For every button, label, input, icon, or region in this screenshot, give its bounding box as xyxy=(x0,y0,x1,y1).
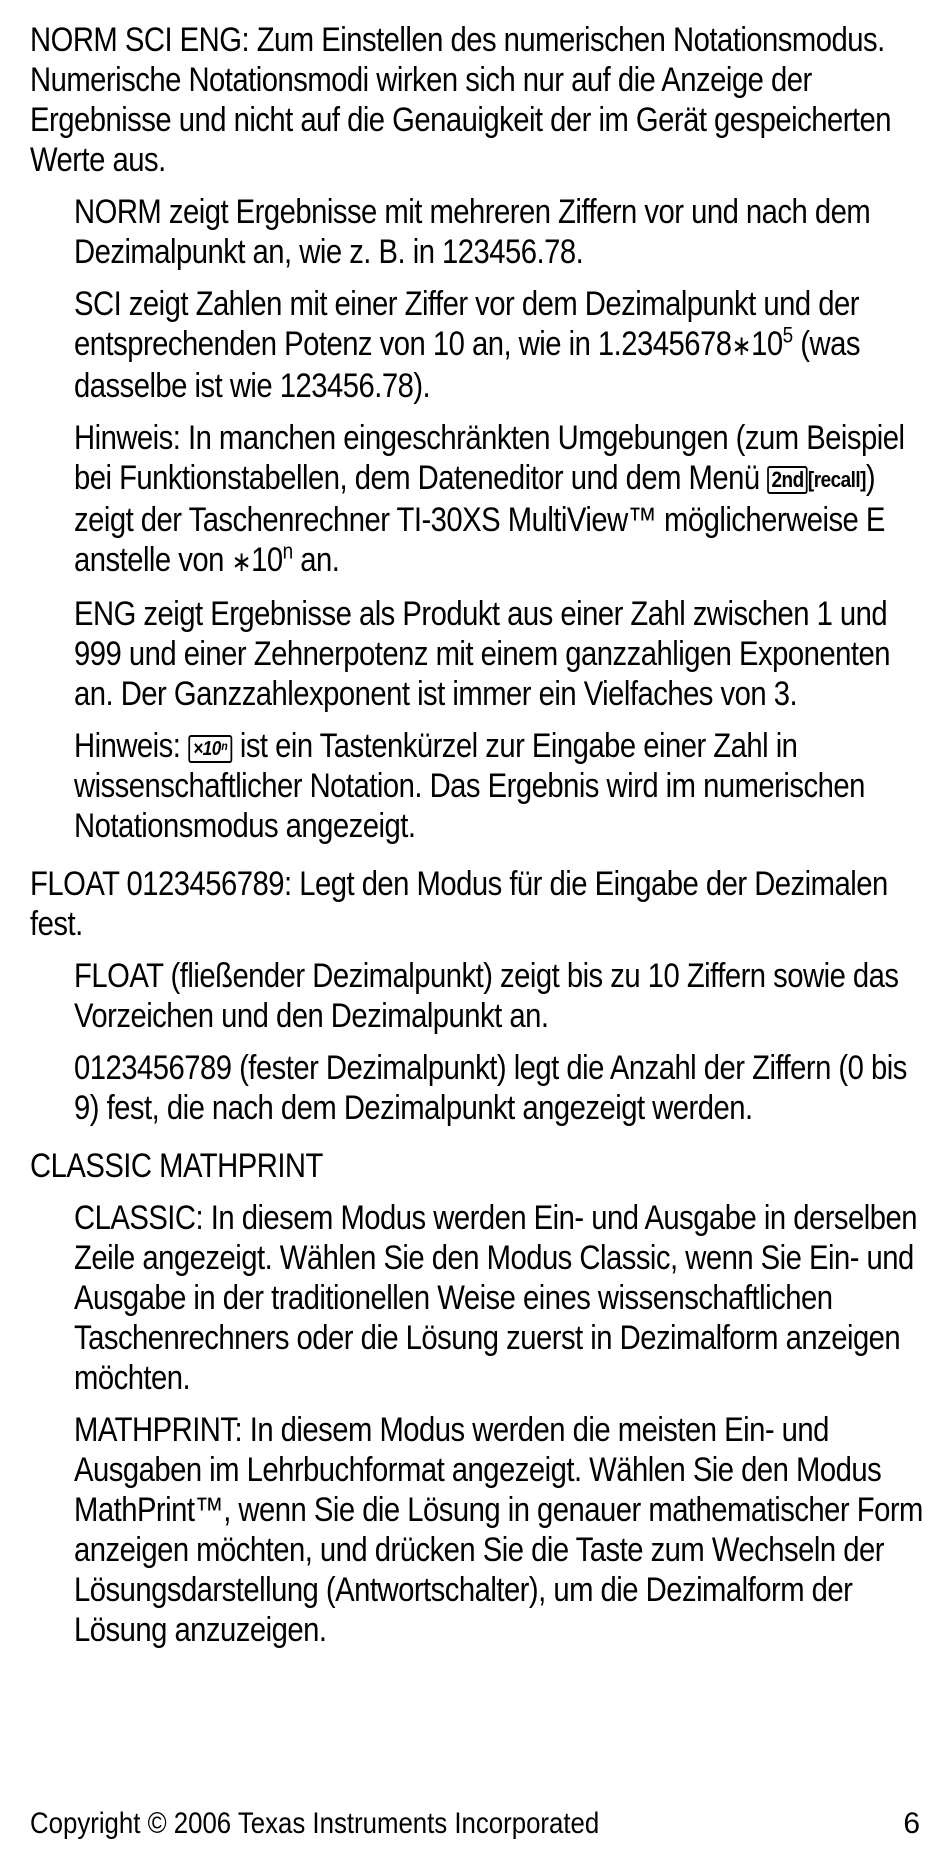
key-x10n-icon: ×10ⁿ xyxy=(188,735,232,763)
mathprint-description: MATHPRINT: In diesem Modus werden die meisten Ein- und Ausgaben im Lehrbuchformat angezeigt. Wählen Sie den Modus MathPrint™, wenn Sie die Lösung in genauer mathematischer Form anzeigen möchten, und drücken Sie die Taste zum Wechseln der Lösungsdarstellung (Antwortschalter), um die Dezimalform der Lösung anzuzeigen. xyxy=(74,1411,923,1649)
note1-text-b: ) zeigt der Taschenrechner TI-30XS MultiView™ möglicherweise E anstelle von xyxy=(74,459,885,579)
norm-sci-eng-heading: NORM SCI ENG: Zum Einstellen des numerischen Notationsmodus. Numerische Notationsmodi wirken sich nur auf die Anzeige der Ergebnisse und nicht auf die Genauigkeit der im Gerät gespeicherten Werte aus. xyxy=(30,21,892,179)
sci-base: 10 xyxy=(751,325,783,363)
page-footer xyxy=(30,1806,920,1842)
key-2nd-icon: 2nd xyxy=(767,466,808,494)
note1-base: 10 xyxy=(251,541,283,579)
fixed-description: 0123456789 (fester Dezimalpunkt) legt die Anzahl der Ziffern (0 bis 9) fest, die nach dem Dezimalpunkt angezeigt werden. xyxy=(74,1049,907,1127)
note-shortcut-key xyxy=(74,726,934,846)
key-recall-icon: [recall] xyxy=(807,467,866,492)
float-heading: FLOAT 0123456789: Legt den Modus für die Eingabe der Dezimalen fest. xyxy=(30,865,888,943)
sci-exponent: 5 xyxy=(782,322,793,348)
sci-text-b: (was dasselbe ist wie 123456.78). xyxy=(74,325,860,405)
classic-description: CLASSIC: In diesem Modus werden Ein- und Ausgabe in derselben Zeile angezeigt. Wählen Sie den Modus Classic, wenn Sie Ein- und Ausgabe in der traditionellen Weise eines wissenschaftlichen Taschenrechners oder die Lösung zuerst in Dezimalform anzeigen möchten. xyxy=(74,1199,917,1397)
note-restricted-environments xyxy=(74,418,934,582)
note1-exponent: n xyxy=(282,538,293,564)
multiply-star: ∗ xyxy=(231,546,252,577)
page-number: 6 xyxy=(903,1807,920,1840)
note2-text-a: Hinweis: xyxy=(74,727,188,765)
note2-text-b: ist ein Tastenkürzel zur Eingabe einer Zahl in wissenschaftlicher Notation. Das Ergebnis wird im numerischen Notationsmodus angezeigt. xyxy=(74,727,865,845)
sci-text-a: SCI zeigt Zahlen mit einer Ziffer vor dem Dezimalpunkt und der entsprechenden Potenz von 10 an, wie in 1.2345678 xyxy=(74,285,859,363)
norm-description: NORM zeigt Ergebnisse mit mehreren Ziffern vor und nach dem Dezimalpunkt an, wie z. B. in 123456.78. xyxy=(74,193,871,271)
float-description: FLOAT (fließender Dezimalpunkt) zeigt bis zu 10 Ziffern sowie das Vorzeichen und den Dezimalpunkt an. xyxy=(74,957,899,1035)
manual-page xyxy=(30,20,923,1650)
classic-mathprint-heading: CLASSIC MATHPRINT xyxy=(30,1147,323,1185)
copyright-text: Copyright © 2006 Texas Instruments Incorporated xyxy=(30,1807,600,1840)
multiply-star: ∗ xyxy=(731,330,752,361)
sci-description xyxy=(74,284,934,406)
note1-text-c: an. xyxy=(292,541,340,579)
note1-text-a: Hinweis: In manchen eingeschränkten Umgebungen (zum Beispiel bei Funktionstabellen, dem Dateneditor und dem Menü xyxy=(74,419,905,497)
key-recall-label: recall xyxy=(813,467,861,492)
eng-description: ENG zeigt Ergebnisse als Produkt aus einer Zahl zwischen 1 und 999 und einer Zehnerpotenz mit einem ganzzahligen Exponenten an. Der Ganzzahlexponent ist immer ein Vielfaches von 3. xyxy=(74,595,890,713)
